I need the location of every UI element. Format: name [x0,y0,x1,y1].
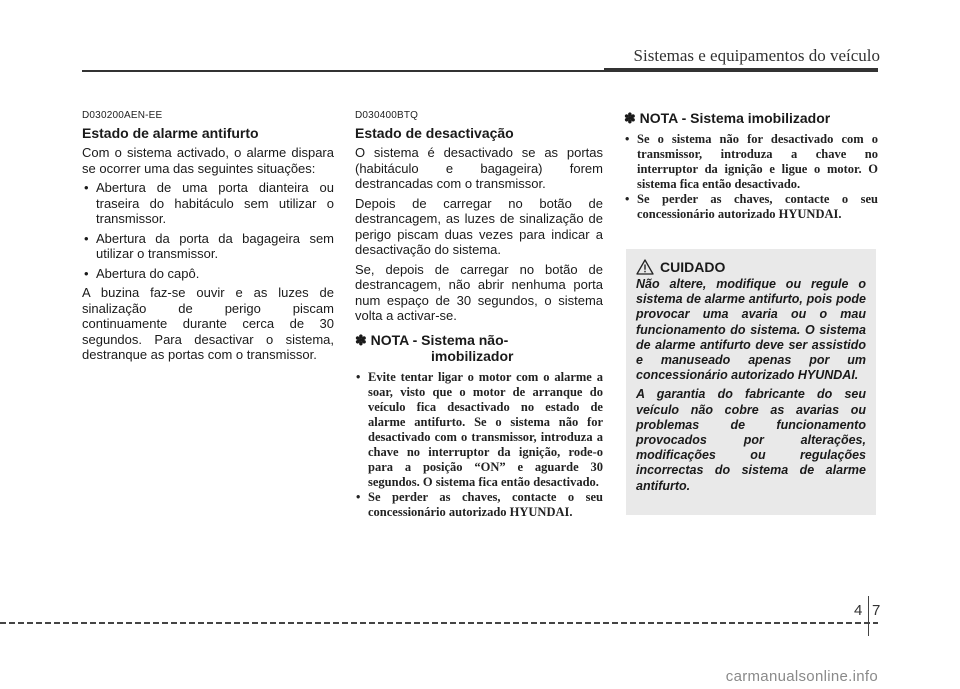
caution-paragraph: A garantia do fabricante do seu veículo não cobre as avarias ou problemas de funcionamento provocados por alterações, modificações ou regulações incorrectas do sistema de alarme antifurto. [636,387,866,493]
list-item: • Abertura da porta da bagageira sem utilizar o transmissor. [82,231,334,262]
note-list [355,370,603,520]
paragraph: Se, depois de carregar no botão de destrancagem, não abrir nenhuma porta num espaço de 30 segundos, o sistema volta a activar-se. [355,261,603,323]
note-subtitle: Sistema imobilizador [690,110,831,126]
paragraph: O sistema é desactivado se as portas (habitáculo e bagageira) forem destrancadas com o transmissor. [355,145,603,191]
list-item: • Se o sistema não for desactivado com o transmissor, introduza a chave no interruptor da ignição e ligue o motor. O sistema fica então desactivado. [624,132,878,192]
caution-title: CUIDADO [660,259,726,275]
section-title: Estado de alarme antifurto [82,125,259,141]
note-subtitle-cont: imobilizador [431,347,514,364]
section-title: Estado de desactivação [355,125,514,141]
column-deactivation-state [355,110,603,520]
watermark: carmanualsonline.info [725,668,878,685]
column-alarm-state [82,110,334,367]
running-header: Sistemas e equipamentos do veículo [633,46,880,65]
page-number-divider [868,596,869,636]
note-list [624,132,878,222]
section-code: D030200AEN-EE [82,110,163,121]
chapter-number: 4 [854,602,863,619]
footer-rule [0,622,878,624]
list-item: • Abertura de uma porta dianteira ou traseira do habitáculo sem utilizar o transmissor. [82,180,334,227]
column-immobilizer-note [624,110,878,222]
note-heading [624,110,878,126]
caution-box [626,249,876,515]
note-subtitle: Sistema não- [421,331,509,348]
paragraph: Com o sistema activado, o alarme dispara se ocorrer uma das seguintes situações: [82,145,334,176]
bullet-list [82,180,334,281]
note-label: ✽ NOTA - [355,331,418,348]
note-label: ✽ NOTA - [624,110,687,126]
list-item: • Evite tentar ligar o motor com o alarme a soar, visto que o motor de arranque do veículo fica desactivado no estado de alarme antifurto. Se o sistema não for desactivado com o transmissor, introduza a chave no interruptor da ignição, rode-o para a posição “ON” e aguarde 30 segundos. O sistema fica então desactivado. [355,370,603,490]
list-item: • Abertura do capô. [82,266,334,282]
caution-paragraph: Não altere, modifique ou regule o sistema de alarme antifurto, pois pode provocar uma avaria ou o mau funcionamento do sistema. O sistema de alarme antifurto deve ser assistido e manuseado apenas por um concessionário autorizado HYUNDAI. [636,277,866,383]
caution-header [636,259,866,275]
section-code: D030400BTQ [355,110,419,121]
note-heading [355,332,603,364]
paragraph: A buzina faz-se ouvir e as luzes de sinalização de perigo piscam continuamente durante cerca de 30 segundos. Para desactivar o sistema, destranque as portas com o transmissor. [82,285,334,362]
list-item: • Se perder as chaves, contacte o seu concessionário autorizado HYUNDAI. [624,192,878,222]
header-rule-accent [604,68,878,72]
warning-triangle-icon [636,259,654,275]
list-item: • Se perder as chaves, contacte o seu concessionário autorizado HYUNDAI. [355,490,603,520]
paragraph: Depois de carregar no botão de destrancagem, as luzes de sinalização de perigo piscam duas vezes para indicar a desactivação do sistema. [355,195,603,257]
page-number: 7 [872,602,881,619]
